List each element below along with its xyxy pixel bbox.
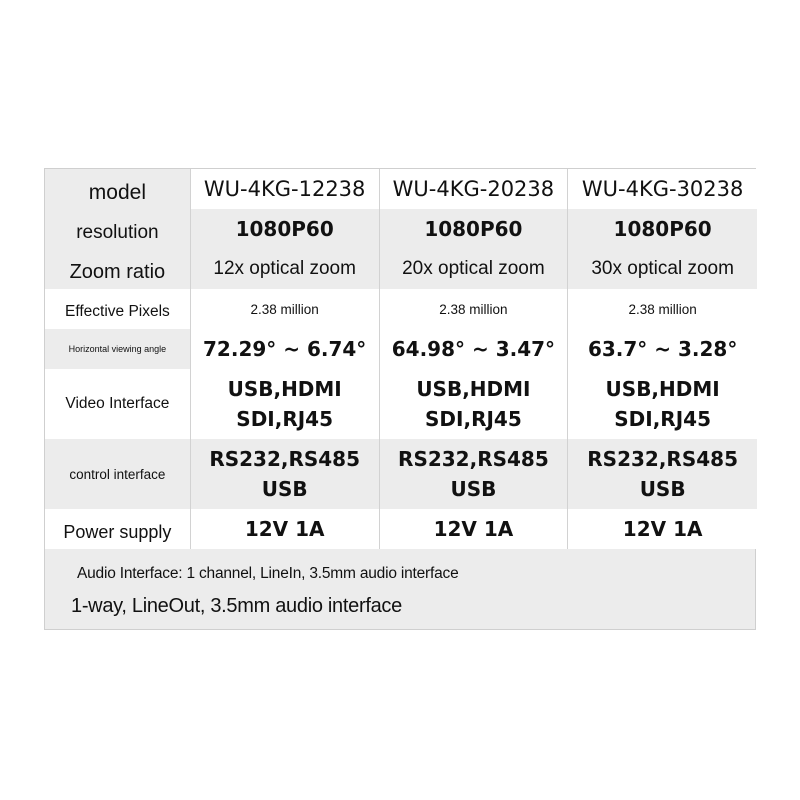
cell-zoom-2: 20x optical zoom bbox=[380, 249, 569, 289]
audio-interface-note bbox=[45, 549, 755, 629]
row-label-video-interface: Video Interface bbox=[45, 369, 191, 439]
table-row bbox=[45, 509, 757, 549]
row-label-resolution: resolution bbox=[45, 209, 191, 249]
cell-control-1-line2: USB bbox=[261, 477, 308, 501]
cell-control-2 bbox=[380, 439, 569, 509]
cell-control-1 bbox=[191, 439, 380, 509]
cell-video-2-line2: SDI,RJ45 bbox=[425, 407, 522, 431]
cell-resolution-3: 1080P60 bbox=[613, 217, 712, 241]
cell-zoom-3: 30x optical zoom bbox=[591, 258, 734, 279]
cell-pixels-3: 2.38 million bbox=[628, 301, 697, 317]
cell-video-3-line1: USB,HDMI bbox=[605, 377, 720, 401]
cell-resolution-2: 1080P60 bbox=[380, 209, 569, 249]
cell-resolution-1: 1080P60 bbox=[191, 209, 380, 249]
cell-control-3-line1: RS232,RS485 bbox=[587, 447, 738, 471]
cell-video-3 bbox=[568, 369, 757, 439]
cell-model-1: WU-4KG-12238 bbox=[191, 169, 380, 209]
table-row bbox=[45, 249, 757, 289]
table-row bbox=[45, 329, 757, 369]
audio-interface-line2: 1-way, LineOut, 3.5mm audio interface bbox=[71, 595, 402, 617]
cell-video-2-line1: USB,HDMI bbox=[416, 377, 531, 401]
cell-control-2-line1: RS232,RS485 bbox=[398, 447, 549, 471]
cell-video-3-line2: SDI,RJ45 bbox=[614, 407, 711, 431]
cell-model-3: WU-4KG-30238 bbox=[568, 169, 757, 209]
cell-video-1-line2: SDI,RJ45 bbox=[236, 407, 334, 431]
cell-angle-2: 64.98° ~ 3.47° bbox=[380, 329, 569, 369]
cell-power-3: 12V 1A bbox=[622, 517, 703, 541]
table-row bbox=[45, 369, 757, 439]
row-label-power-supply: Power supply bbox=[45, 509, 191, 549]
cell-video-1 bbox=[191, 369, 380, 439]
spec-table bbox=[44, 168, 756, 630]
row-label-control-interface: control interface bbox=[45, 439, 191, 509]
row-label-model: model bbox=[45, 169, 191, 209]
cell-control-3-line2: USB bbox=[639, 477, 686, 501]
cell-angle-3: 63.7° ~ 3.28° bbox=[568, 329, 757, 369]
cell-pixels-2: 2.38 million bbox=[380, 289, 569, 329]
row-label-horizontal-viewing-angle: Horizontal viewing angle bbox=[45, 329, 191, 369]
audio-interface-line1: Audio Interface: 1 channel, LineIn, 3.5mm audio interface bbox=[77, 565, 459, 582]
cell-power-2: 12V 1A bbox=[380, 509, 569, 549]
cell-pixels-1: 2.38 million bbox=[191, 289, 380, 329]
cell-video-2 bbox=[380, 369, 569, 439]
cell-angle-1: 72.29° ~ 6.74° bbox=[191, 329, 380, 369]
cell-control-2-line2: USB bbox=[450, 477, 497, 501]
row-label-zoom-ratio: Zoom ratio bbox=[45, 249, 191, 289]
cell-video-1-line1: USB,HDMI bbox=[227, 377, 342, 401]
table-row bbox=[45, 289, 757, 329]
table-row bbox=[45, 169, 757, 209]
cell-model-2: WU-4KG-20238 bbox=[380, 169, 569, 209]
table-row bbox=[45, 209, 757, 249]
row-label-effective-pixels: Effective Pixels bbox=[45, 289, 191, 329]
table-row bbox=[45, 439, 757, 509]
cell-power-1: 12V 1A bbox=[191, 509, 380, 549]
cell-control-3 bbox=[568, 439, 757, 509]
cell-control-1-line1: RS232,RS485 bbox=[209, 447, 361, 471]
cell-zoom-1: 12x optical zoom bbox=[191, 249, 380, 289]
